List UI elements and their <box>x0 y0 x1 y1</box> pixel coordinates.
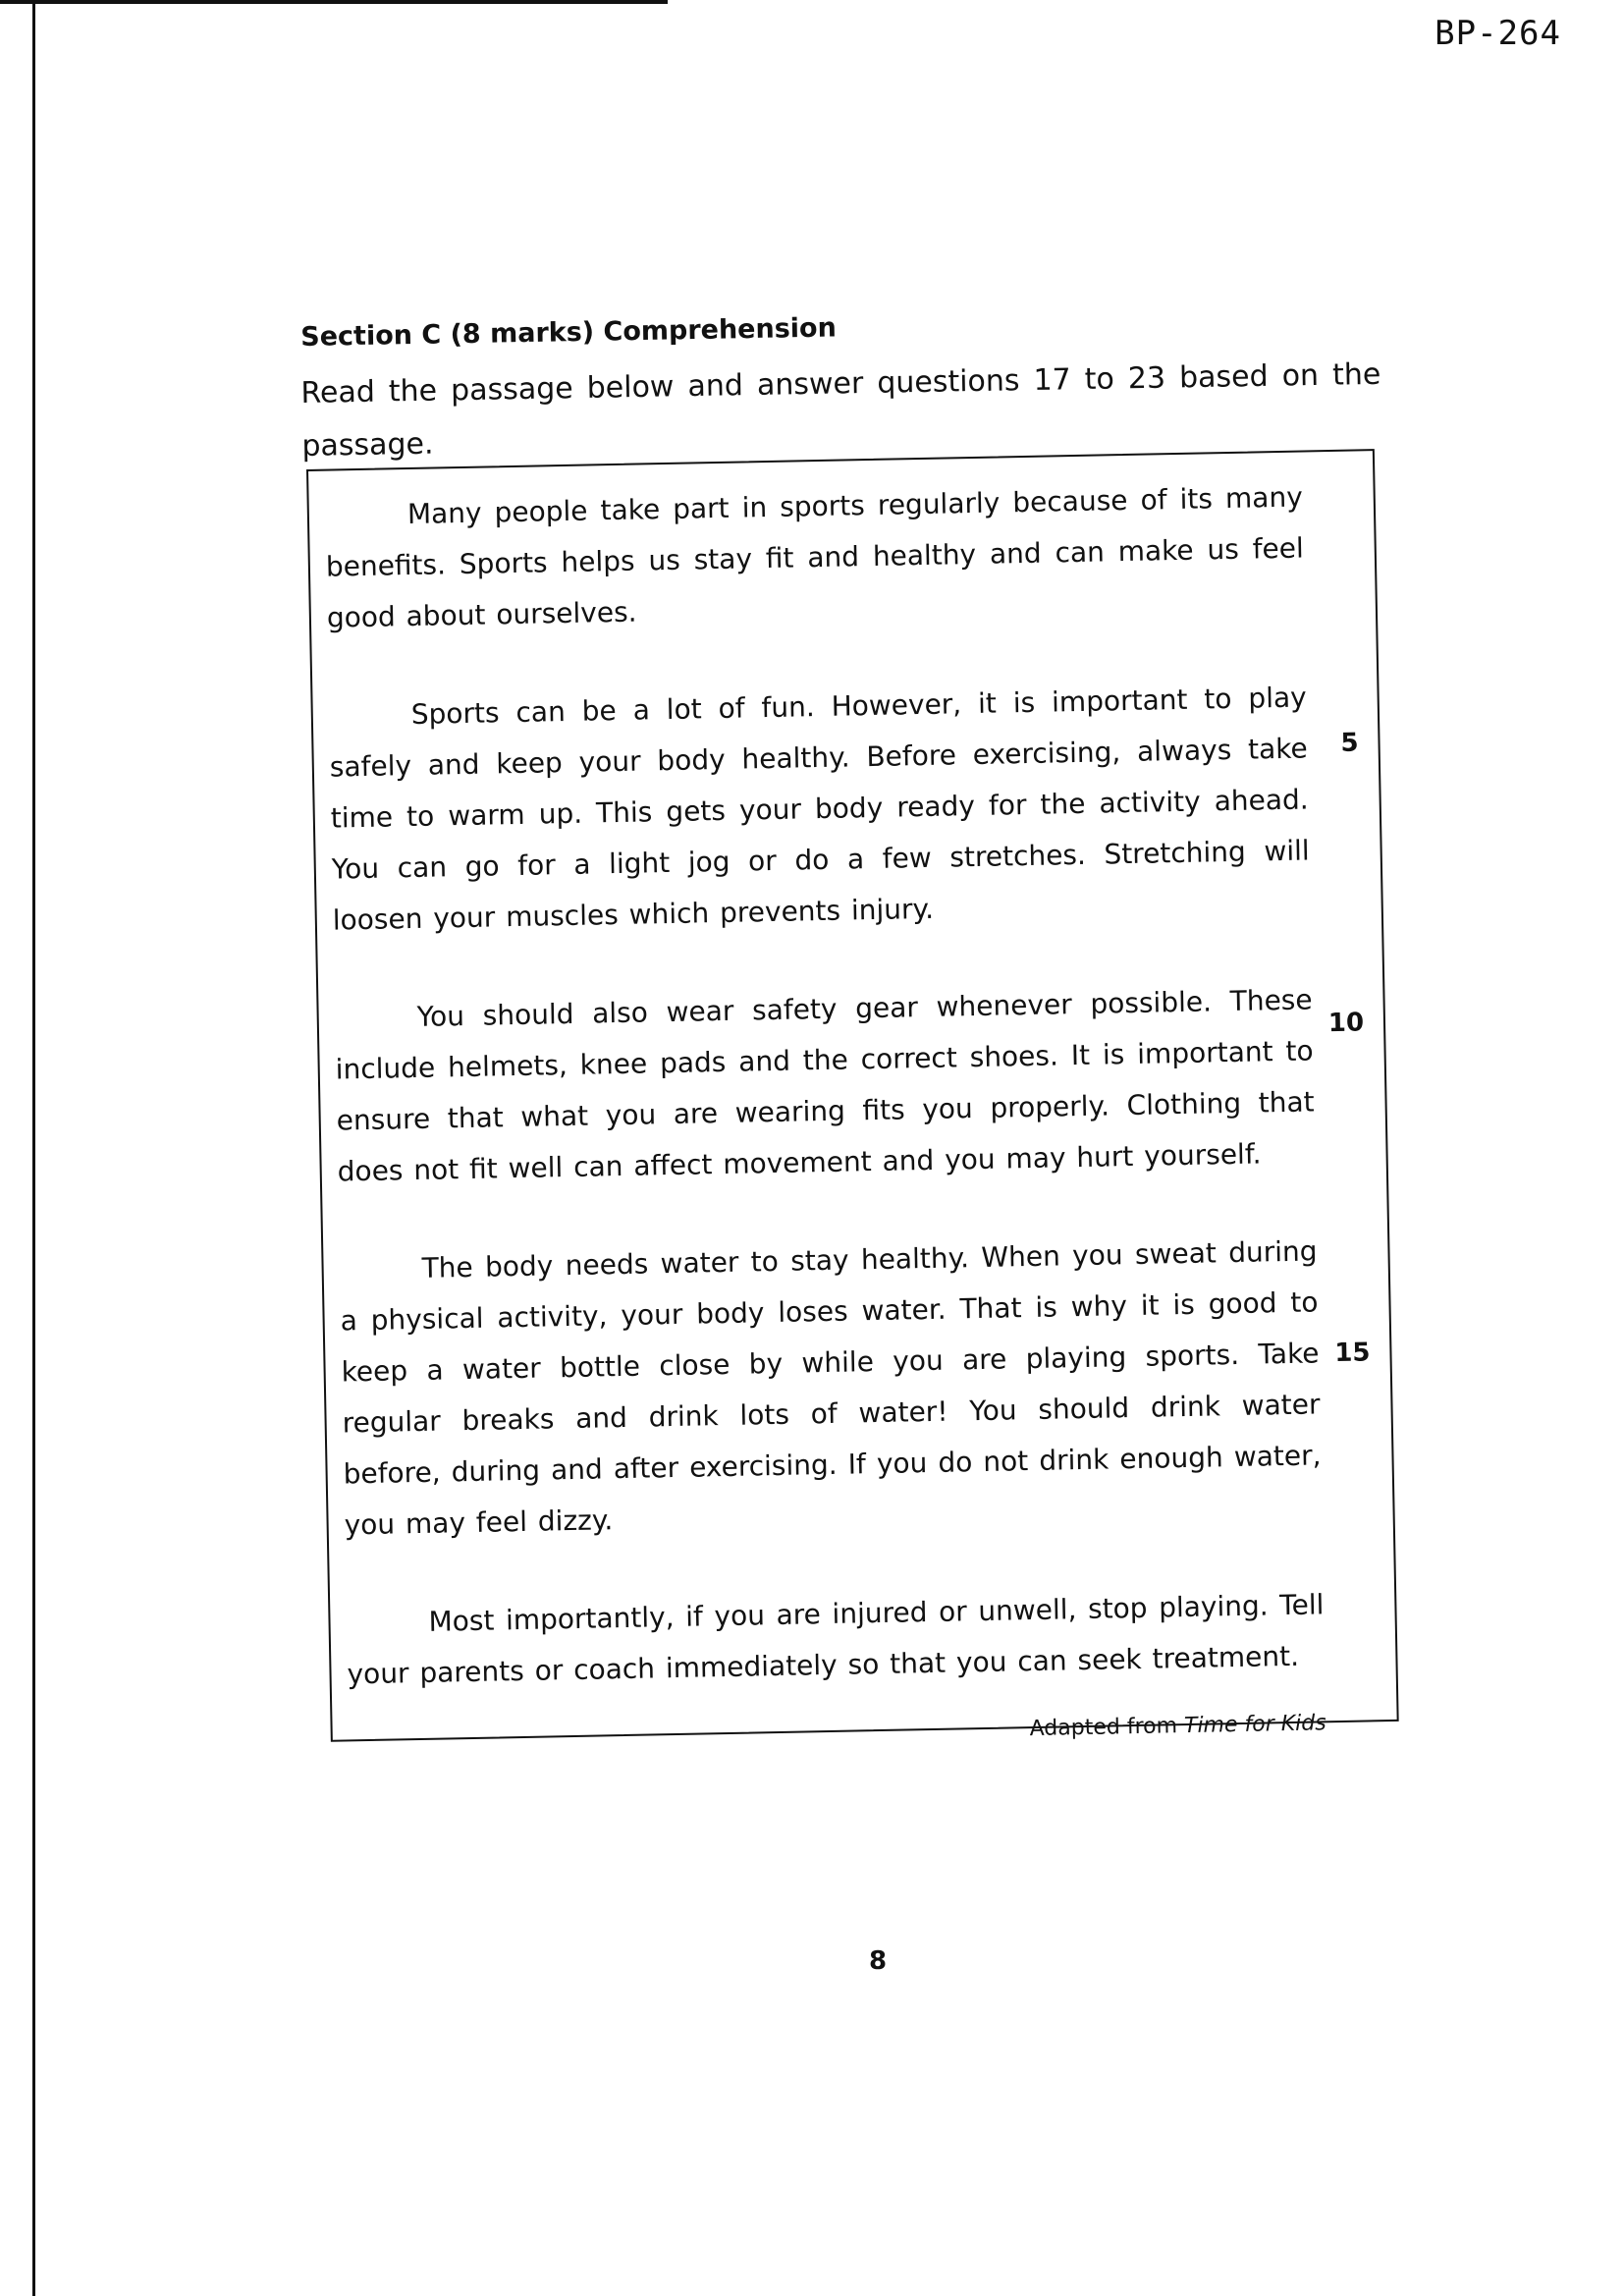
passage-paragraph-4: The body needs water to stay healthy. When you sweat during a physical activity, your body loses water. That is why it is good to keep a water bottle close by while you are playing sports. Take regular breaks and drink lots of water! You should drink water before, during and after exercising. If you do not drink enough water, you may feel dizzy. <box>340 1234 1322 1542</box>
top-border-line <box>0 0 668 4</box>
passage-attribution <box>349 1711 1326 1754</box>
line-number-5: 5 <box>1340 728 1359 758</box>
passage-box <box>306 449 1399 1742</box>
line-number-15: 15 <box>1333 1338 1371 1369</box>
passage-paragraph-2: Sports can be a lot of fun. However, it is important to play safely and keep your body healthy. Before exercising, always take time to warm up. This gets your body ready for the activity ahead. You can go for a light jog or do a few stretches. Stretching will loosen your muscles which prevents injury. <box>329 681 1310 937</box>
passage-paragraph-5: Most importantly, if you are injured or unwell, stop playing. Tell your parents or coach immediately so that you can seek treatment. <box>347 1588 1325 1691</box>
page-code: BP-264 <box>1435 14 1561 53</box>
page-number: 8 <box>869 1946 888 1976</box>
line-number-10: 10 <box>1327 1008 1365 1039</box>
passage-paragraph-3: You should also wear safety gear whenever possible. These include helmets, knee pads and the correct shoes. It is important to ensure that what you are wearing fits you properly. Clothing that does not fit well can affect movement and you may hurt yourself. <box>335 983 1315 1188</box>
passage-paragraph-1: Many people take part in sports regularly because of its many benefits. Sports helps us stay fit and healthy and can make us feel good about ourselves. <box>325 480 1305 634</box>
instruction-text: Read the passage below and answer questions 17 to 23 based on the passage. <box>300 356 1381 464</box>
left-border-line <box>32 0 35 2296</box>
attribution-source: Time for Kids <box>1183 1711 1326 1739</box>
attribution-prefix: Adapted from <box>1029 1714 1178 1742</box>
section-heading: Section C (8 marks) Comprehension <box>300 312 838 353</box>
